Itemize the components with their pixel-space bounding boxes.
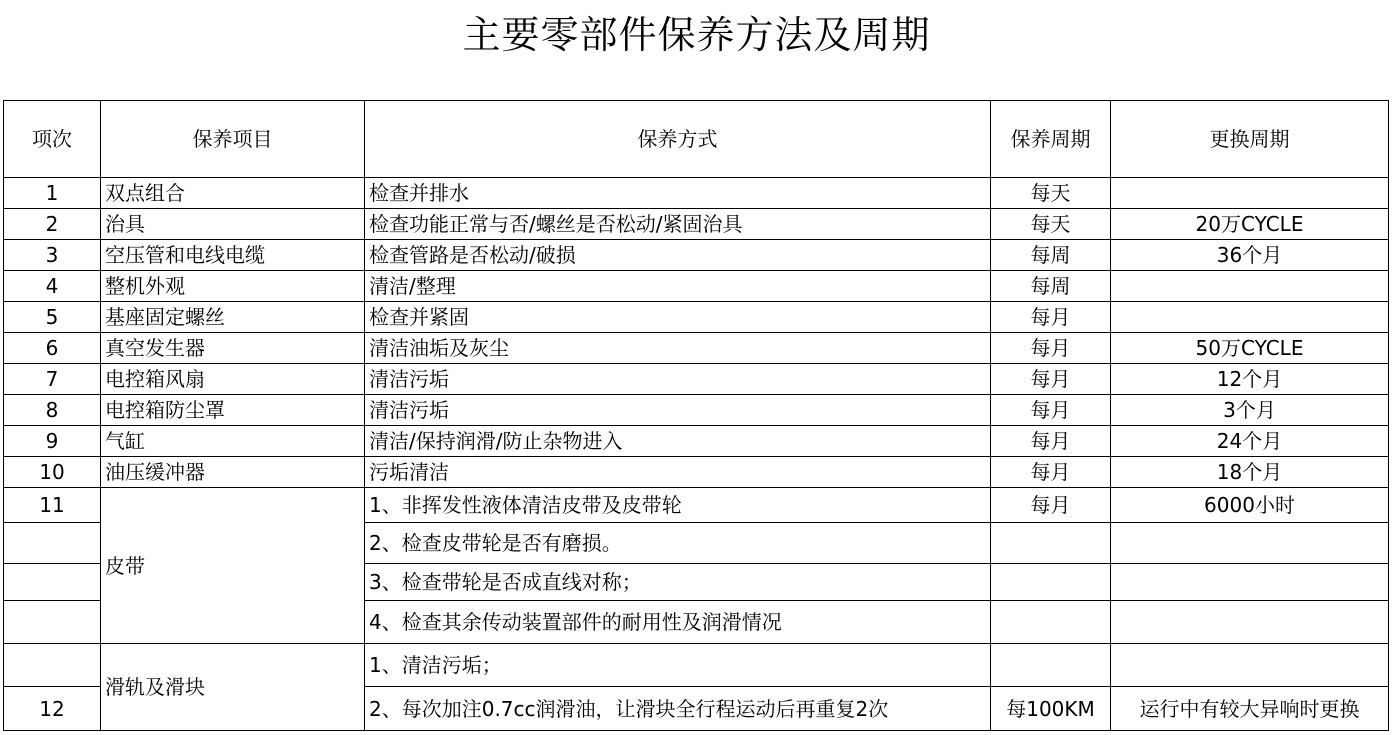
cell-method: 检查并排水 <box>365 178 991 209</box>
cell-period: 每月 <box>991 302 1111 333</box>
table-row-rail <box>4 644 1389 687</box>
cell-period-empty <box>991 523 1111 564</box>
cell-replace-empty <box>1111 523 1389 564</box>
cell-no: 3 <box>4 240 101 271</box>
table-row <box>4 457 1389 488</box>
cell-item: 基座固定螺丝 <box>101 302 365 333</box>
cell-period-empty <box>991 644 1111 687</box>
cell-no: 6 <box>4 333 101 364</box>
cell-replace: 36个月 <box>1111 240 1389 271</box>
table-row <box>4 240 1389 271</box>
cell-no: 1 <box>4 178 101 209</box>
cell-replace-empty <box>1111 601 1389 644</box>
cell-period: 每天 <box>991 209 1111 240</box>
header-no: 项次 <box>4 101 101 178</box>
cell-item: 双点组合 <box>101 178 365 209</box>
cell-method: 污垢清洁 <box>365 457 991 488</box>
cell-item: 整机外观 <box>101 271 365 302</box>
maintenance-table <box>3 100 1389 731</box>
cell-no: 4 <box>4 271 101 302</box>
cell-item: 电控箱风扇 <box>101 364 365 395</box>
cell-period: 每月 <box>991 364 1111 395</box>
cell-method: 检查并紧固 <box>365 302 991 333</box>
cell-period: 每月 <box>991 395 1111 426</box>
cell-period: 每100KM <box>991 687 1111 731</box>
cell-replace: 12个月 <box>1111 364 1389 395</box>
cell-item: 真空发生器 <box>101 333 365 364</box>
cell-item: 气缸 <box>101 426 365 457</box>
cell-item-rail: 滑轨及滑块 <box>101 644 365 731</box>
cell-replace: 20万CYCLE <box>1111 209 1389 240</box>
cell-method: 1、非挥发性液体清洁皮带及皮带轮 <box>365 488 991 523</box>
cell-item: 油压缓冲器 <box>101 457 365 488</box>
cell-method: 清洁污垢 <box>365 395 991 426</box>
cell-item: 治具 <box>101 209 365 240</box>
cell-no: 5 <box>4 302 101 333</box>
cell-method: 2、检查皮带轮是否有磨损。 <box>365 523 991 564</box>
cell-replace: 18个月 <box>1111 457 1389 488</box>
cell-no-empty <box>4 564 101 601</box>
cell-replace <box>1111 271 1389 302</box>
cell-replace-empty <box>1111 564 1389 601</box>
cell-replace: 3个月 <box>1111 395 1389 426</box>
cell-no-empty <box>4 523 101 564</box>
table-row-belt <box>4 488 1389 523</box>
page-title: 主要零部件保养方法及周期 <box>462 13 931 57</box>
cell-replace <box>1111 302 1389 333</box>
header-period: 保养周期 <box>991 101 1111 178</box>
table-row <box>4 209 1389 240</box>
cell-method: 检查功能正常与否/螺丝是否松动/紧固治具 <box>365 209 991 240</box>
cell-no: 2 <box>4 209 101 240</box>
cell-method: 清洁/整理 <box>365 271 991 302</box>
table-row <box>4 302 1389 333</box>
cell-no: 10 <box>4 457 101 488</box>
cell-item-belt: 皮带 <box>101 488 365 644</box>
cell-method: 4、检查其余传动装置部件的耐用性及润滑情况 <box>365 601 991 644</box>
cell-item: 空压管和电线电缆 <box>101 240 365 271</box>
cell-method: 清洁油垢及灰尘 <box>365 333 991 364</box>
cell-period: 每天 <box>991 178 1111 209</box>
cell-period: 每月 <box>991 426 1111 457</box>
cell-period: 每月 <box>991 333 1111 364</box>
cell-period: 每周 <box>991 271 1111 302</box>
cell-replace: 24个月 <box>1111 426 1389 457</box>
cell-no: 12 <box>4 687 101 731</box>
cell-period-empty <box>991 564 1111 601</box>
cell-method: 检查管路是否松动/破损 <box>365 240 991 271</box>
cell-period: 每月 <box>991 457 1111 488</box>
cell-replace: 50万CYCLE <box>1111 333 1389 364</box>
header-method: 保养方式 <box>365 101 991 178</box>
table-row <box>4 271 1389 302</box>
table-row <box>4 364 1389 395</box>
cell-no: 11 <box>4 488 101 523</box>
table-row <box>4 426 1389 457</box>
cell-item: 电控箱防尘罩 <box>101 395 365 426</box>
cell-period: 每月 <box>991 488 1111 523</box>
cell-replace: 6000小时 <box>1111 488 1389 523</box>
cell-no: 9 <box>4 426 101 457</box>
table-row <box>4 178 1389 209</box>
cell-method: 清洁/保持润滑/防止杂物进入 <box>365 426 991 457</box>
header-replace: 更换周期 <box>1111 101 1389 178</box>
header-item: 保养项目 <box>101 101 365 178</box>
table-header-row <box>4 101 1389 178</box>
table-row <box>4 333 1389 364</box>
cell-method: 2、每次加注0.7cc润滑油，让滑块全行程运动后再重复2次 <box>365 687 991 731</box>
cell-replace <box>1111 178 1389 209</box>
cell-method: 清洁污垢 <box>365 364 991 395</box>
cell-no-empty <box>4 644 101 687</box>
cell-no: 8 <box>4 395 101 426</box>
table-row <box>4 395 1389 426</box>
cell-method: 3、检查带轮是否成直线对称； <box>365 564 991 601</box>
cell-method: 1、清洁污垢； <box>365 644 991 687</box>
cell-replace-empty <box>1111 644 1389 687</box>
cell-period: 每周 <box>991 240 1111 271</box>
cell-replace: 运行中有较大异响时更换 <box>1111 687 1389 731</box>
cell-no: 7 <box>4 364 101 395</box>
cell-period-empty <box>991 601 1111 644</box>
cell-no-empty <box>4 601 101 644</box>
